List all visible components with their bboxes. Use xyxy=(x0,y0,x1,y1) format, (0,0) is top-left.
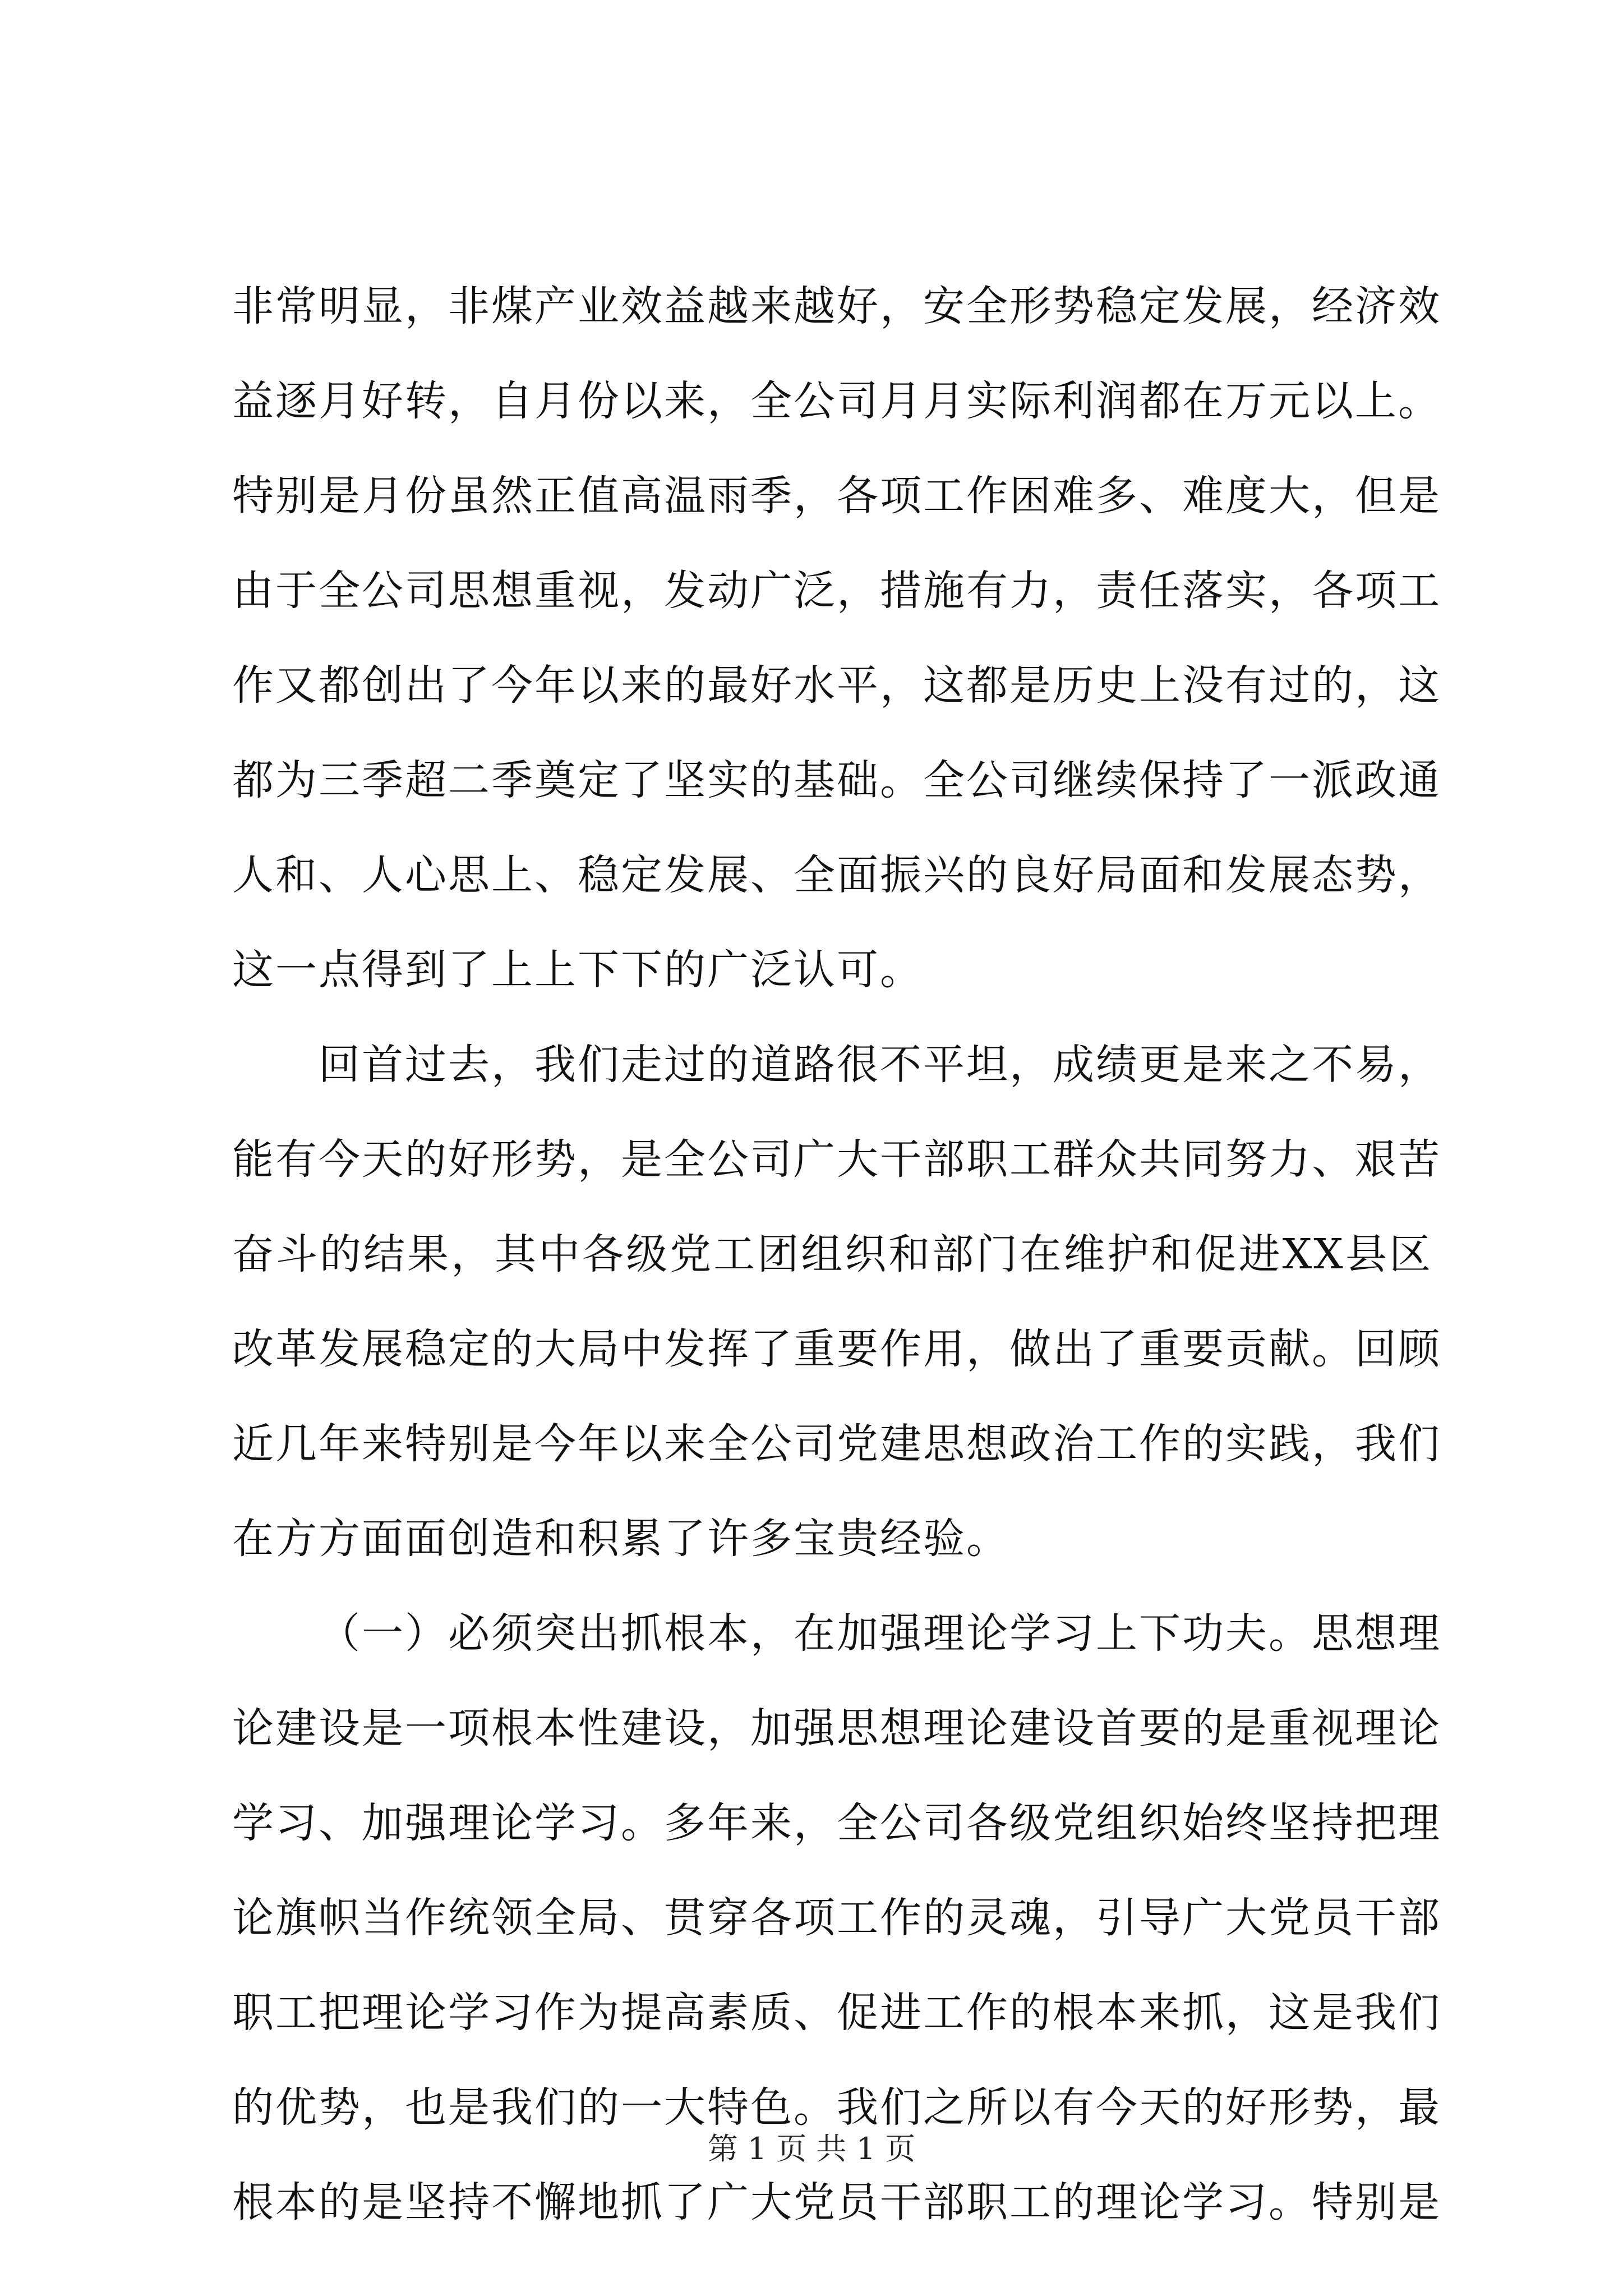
text-line: 人和、人心思上、稳定发展、全面振兴的良好局面和发展态势， xyxy=(232,851,1441,899)
text-line: 益逐月好转，自月份以来，全公司月月实际利润都在万元以上。 xyxy=(232,377,1441,425)
text-line: （一）必须突出抓根本，在加强理论学习上下功夫。思想理 xyxy=(319,1609,1441,1658)
text-line: 能有今天的好形势，是全公司广大干部职工群众共同努力、艰苦 xyxy=(232,1135,1441,1184)
text-line: 职工把理论学习作为提高素质、促进工作的根本来抓，这是我们 xyxy=(232,1989,1441,2037)
text-line: 由于全公司思想重视，发动广泛，措施有力，责任落实，各项工 xyxy=(232,567,1441,615)
document-body xyxy=(232,259,1441,2250)
text-line: 都为三季超二季奠定了坚实的基础。全公司继续保持了一派政通 xyxy=(232,756,1441,804)
text-line: 根本的是坚持不懈地抓了广大党员干部职工的理论学习。特别是 xyxy=(232,2178,1441,2226)
text-line: 作又都创出了今年以来的最好水平，这都是历史上没有过的，这 xyxy=(232,661,1441,710)
text-line: 回首过去，我们走过的道路很不平坦，成绩更是来之不易， xyxy=(319,1041,1441,1089)
text-line: 奋斗的结果，其中各级党工团组织和部门在维护和促进XX县区 xyxy=(232,1230,1432,1278)
text-line: 非常明显，非煤产业效益越来越好，安全形势稳定发展，经济效 xyxy=(232,282,1441,330)
text-line: 近几年来特别是今年以来全公司党建思想政治工作的实践，我们 xyxy=(232,1420,1441,1468)
text-line: 这一点得到了上上下下的广泛认可。 xyxy=(232,946,923,994)
text-line: 论建设是一项根本性建设，加强思想理论建设首要的是重视理论 xyxy=(232,1704,1441,1752)
text-line: 的优势，也是我们的一大特色。我们之所以有今天的好形势，最 xyxy=(232,2083,1441,2132)
text-line: 特别是月份虽然正值高温雨季，各项工作困难多、难度大，但是 xyxy=(232,472,1441,520)
page-footer: 第 1 页 共 1 页 xyxy=(707,2131,916,2166)
text-line: 在方方面面创造和积累了许多宝贵经验。 xyxy=(232,1515,1009,1563)
text-line: 论旗帜当作统领全局、贯穿各项工作的灵魂，引导广大党员干部 xyxy=(232,1894,1441,1942)
text-line: 改革发展稳定的大局中发挥了重要作用，做出了重要贡献。回顾 xyxy=(232,1325,1441,1373)
text-line: 学习、加强理论学习。多年来，全公司各级党组织始终坚持把理 xyxy=(232,1799,1441,1847)
